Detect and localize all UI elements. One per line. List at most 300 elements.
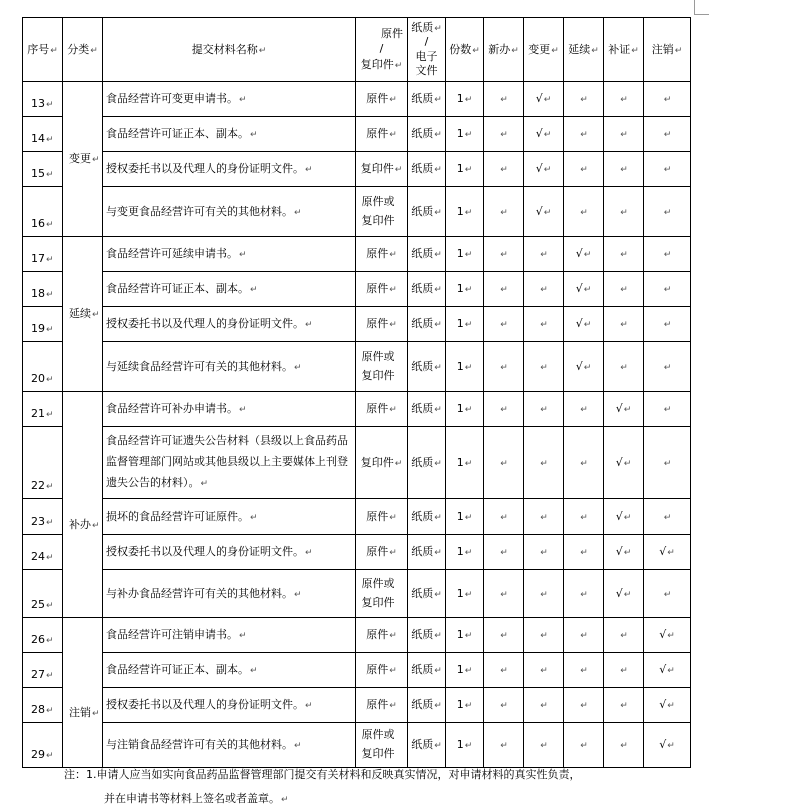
row-number xyxy=(23,427,63,499)
row-number-text: 26 xyxy=(31,633,45,647)
paragraph-mark: ↵ xyxy=(500,250,508,261)
paragraph-mark: ↵ xyxy=(294,207,302,218)
row-number-text: 20 xyxy=(31,372,45,386)
medium-text: 纸质 xyxy=(411,204,434,218)
check-cell-renew xyxy=(564,570,604,618)
paragraph-mark: ↵ xyxy=(620,666,628,677)
material-name xyxy=(103,618,356,653)
paragraph-mark: ↵ xyxy=(46,375,54,386)
material-name xyxy=(103,535,356,570)
check-cell-change xyxy=(524,342,564,392)
medium-text: 纸质 xyxy=(411,92,434,106)
check-cell-reissue xyxy=(604,392,644,427)
check-cell-reissue xyxy=(604,570,644,618)
paragraph-mark: ↵ xyxy=(540,250,548,261)
paragraph-mark: ↵ xyxy=(620,741,628,752)
check-cell-cancel xyxy=(644,427,691,499)
check-mark: √ xyxy=(615,586,623,600)
paragraph-mark: ↵ xyxy=(620,320,628,331)
paragraph-mark: ↵ xyxy=(434,320,442,331)
check-cell-renew xyxy=(564,117,604,152)
paragraph-mark: ↵ xyxy=(389,130,397,141)
form-cell xyxy=(356,152,408,187)
table-row xyxy=(23,117,691,152)
row-number-text: 14 xyxy=(31,132,45,146)
check-cell-change xyxy=(524,618,564,653)
paragraph-mark: ↵ xyxy=(464,741,473,752)
paragraph-mark: ↵ xyxy=(500,165,508,176)
check-cell-change xyxy=(524,187,564,237)
material-name-text: 损坏的食品经营许可证原件。 xyxy=(106,509,249,523)
row-number xyxy=(23,152,63,187)
table-row xyxy=(23,82,691,117)
paragraph-mark: ↵ xyxy=(389,320,397,331)
paragraph-mark: ↵ xyxy=(500,458,508,469)
check-cell-new xyxy=(484,82,524,117)
paragraph-mark: ↵ xyxy=(239,405,247,416)
category-cell xyxy=(63,392,103,618)
row-number-text: 28 xyxy=(31,703,45,717)
paragraph-mark: ↵ xyxy=(434,548,442,559)
paragraph-mark: ↵ xyxy=(294,362,302,373)
row-number-text: 22 xyxy=(31,479,45,493)
medium-cell xyxy=(408,535,446,570)
check-cell-reissue xyxy=(604,82,644,117)
medium-text: 纸质 xyxy=(411,509,434,523)
check-cell-reissue xyxy=(604,688,644,723)
check-cell-change xyxy=(524,307,564,342)
paragraph-mark: ↵ xyxy=(46,518,54,529)
row-number xyxy=(23,237,63,272)
paragraph-mark: ↵ xyxy=(464,95,473,106)
row-number xyxy=(23,307,63,342)
paragraph-mark: ↵ xyxy=(663,130,672,141)
paragraph-mark: ↵ xyxy=(239,631,247,642)
form-cell xyxy=(356,187,408,237)
medium-cell xyxy=(408,187,446,237)
check-cell-new xyxy=(484,237,524,272)
paragraph-mark: ↵ xyxy=(540,548,548,559)
paragraph-mark: ↵ xyxy=(623,458,632,469)
paragraph-mark: ↵ xyxy=(663,512,672,523)
paragraph-mark: ↵ xyxy=(464,165,473,176)
row-number-text: 19 xyxy=(31,322,45,336)
check-cell-renew xyxy=(564,187,604,237)
check-cell-renew xyxy=(564,723,604,768)
check-cell-renew xyxy=(564,272,604,307)
paragraph-mark: ↵ xyxy=(580,701,588,712)
row-number-text: 15 xyxy=(31,167,45,181)
check-cell-change xyxy=(524,653,564,688)
medium-cell xyxy=(408,427,446,499)
paragraph-mark: ↵ xyxy=(250,285,258,296)
check-cell-reissue xyxy=(604,723,644,768)
paragraph-mark: ↵ xyxy=(663,165,672,176)
paragraph-mark: ↵ xyxy=(389,512,397,523)
material-name-text: 与补办食品经营许可有关的其他材料。 xyxy=(106,586,293,600)
check-cell-reissue xyxy=(604,307,644,342)
paragraph-mark: ↵ xyxy=(540,631,548,642)
paragraph-mark: ↵ xyxy=(434,405,442,416)
form-cell xyxy=(356,653,408,688)
check-cell-change xyxy=(524,272,564,307)
row-number-text: 13 xyxy=(31,97,45,111)
paragraph-mark: ↵ xyxy=(663,589,672,600)
paragraph-mark: ↵ xyxy=(46,100,54,111)
form-cell xyxy=(356,618,408,653)
material-name-text: 食品经营许可证遗失公告材料（县级以上食品药品监督管理部门网站或其他县级以上主要媒体上刊登遗失公告的材料）。 xyxy=(106,434,348,489)
material-name-text: 授权委托书以及代理人的身份证明文件。 xyxy=(106,317,304,331)
paragraph-mark: ↵ xyxy=(667,666,675,677)
copies-text: 1 xyxy=(456,738,464,752)
medium-text: 纸质 xyxy=(411,628,434,642)
paragraph-mark: ↵ xyxy=(389,285,397,296)
copies-text: 1 xyxy=(456,455,464,469)
check-mark: √ xyxy=(659,628,667,642)
copies-text: 1 xyxy=(456,509,464,523)
paragraph-mark: ↵ xyxy=(389,666,397,677)
medium-text: 纸质 xyxy=(411,698,434,712)
paragraph-mark: ↵ xyxy=(663,250,672,261)
paragraph-mark: ↵ xyxy=(620,285,628,296)
row-number xyxy=(23,272,63,307)
paragraph-mark: ↵ xyxy=(620,631,628,642)
paragraph-mark: ↵ xyxy=(92,520,100,531)
check-cell-change xyxy=(524,427,564,499)
material-name xyxy=(103,688,356,723)
paragraph-mark: ↵ xyxy=(46,601,54,612)
copies-text: 1 xyxy=(456,162,464,176)
check-cell-reissue xyxy=(604,237,644,272)
check-cell-change xyxy=(524,499,564,535)
paragraph-mark: ↵ xyxy=(620,207,628,218)
row-number xyxy=(23,535,63,570)
row-number xyxy=(23,499,63,535)
paragraph-mark: ↵ xyxy=(434,207,442,218)
paragraph-mark: ↵ xyxy=(667,701,675,712)
paragraph-mark: ↵ xyxy=(540,666,548,677)
paragraph-mark: ↵ xyxy=(464,362,473,373)
category-label xyxy=(69,305,102,323)
check-cell-change xyxy=(524,392,564,427)
paragraph-mark: ↵ xyxy=(434,631,442,642)
paragraph-mark: ↵ xyxy=(305,548,313,559)
paragraph-mark: ↵ xyxy=(250,512,258,523)
copies-cell xyxy=(446,272,484,307)
paragraph-mark: ↵ xyxy=(500,285,508,296)
paragraph-mark: ↵ xyxy=(580,458,588,469)
check-cell-cancel xyxy=(644,82,691,117)
row-number xyxy=(23,117,63,152)
row-number-text: 17 xyxy=(31,252,45,266)
materials-table xyxy=(22,17,691,768)
check-cell-cancel xyxy=(644,307,691,342)
check-cell-new xyxy=(484,187,524,237)
paragraph-mark: ↵ xyxy=(540,741,548,752)
paragraph-mark: ↵ xyxy=(500,666,508,677)
check-cell-reissue xyxy=(604,499,644,535)
paragraph-mark: ↵ xyxy=(294,589,302,600)
medium-cell xyxy=(408,272,446,307)
medium-cell xyxy=(408,82,446,117)
category-cell xyxy=(63,237,103,392)
paragraph-mark: ↵ xyxy=(464,701,473,712)
paragraph-mark: ↵ xyxy=(464,631,473,642)
medium-text: 纸质 xyxy=(411,663,434,677)
header-form: 原件 / 复印件↵ xyxy=(356,18,408,82)
medium-cell xyxy=(408,152,446,187)
paragraph-mark: ↵ xyxy=(434,666,442,677)
footnote xyxy=(64,763,764,812)
medium-cell xyxy=(408,570,446,618)
paragraph-mark: ↵ xyxy=(580,405,588,416)
category-label xyxy=(69,704,102,722)
paragraph-mark: ↵ xyxy=(543,165,552,176)
paragraph-mark: ↵ xyxy=(540,362,548,373)
row-number-text: 23 xyxy=(31,515,45,529)
material-name-text: 食品经营许可变更申请书。 xyxy=(106,92,238,106)
copies-text: 1 xyxy=(456,586,464,600)
medium-cell xyxy=(408,618,446,653)
check-mark: √ xyxy=(615,402,623,416)
check-cell-renew xyxy=(564,152,604,187)
copies-cell xyxy=(446,723,484,768)
paragraph-mark: ↵ xyxy=(464,285,473,296)
material-name xyxy=(103,152,356,187)
material-name xyxy=(103,723,356,768)
medium-text: 纸质 xyxy=(411,359,434,373)
paragraph-mark: ↵ xyxy=(500,631,508,642)
paragraph-mark: ↵ xyxy=(500,320,508,331)
check-cell-new xyxy=(484,307,524,342)
medium-text: 纸质 xyxy=(411,545,434,559)
copies-text: 1 xyxy=(456,698,464,712)
material-name-text: 食品经营许可补办申请书。 xyxy=(106,402,238,416)
paragraph-mark: ↵ xyxy=(46,706,54,717)
copies-cell xyxy=(446,307,484,342)
medium-text: 纸质 xyxy=(411,247,434,261)
copies-cell xyxy=(446,152,484,187)
paragraph-mark: ↵ xyxy=(394,165,403,176)
check-cell-new xyxy=(484,342,524,392)
row-number xyxy=(23,570,63,618)
medium-cell xyxy=(408,237,446,272)
paragraph-mark: ↵ xyxy=(464,250,473,261)
paragraph-mark: ↵ xyxy=(620,130,628,141)
form-text-wrap xyxy=(362,575,402,612)
check-cell-new xyxy=(484,499,524,535)
check-cell-renew xyxy=(564,535,604,570)
form-cell xyxy=(356,392,408,427)
paragraph-mark: ↵ xyxy=(250,130,258,141)
paragraph-mark: ↵ xyxy=(663,362,672,373)
paragraph-mark: ↵ xyxy=(389,631,397,642)
form-cell xyxy=(356,570,408,618)
check-mark: √ xyxy=(615,545,623,559)
medium-text: 纸质 xyxy=(411,455,434,469)
paragraph-mark: ↵ xyxy=(434,95,442,106)
check-cell-renew xyxy=(564,427,604,499)
form-text: 原件 xyxy=(366,698,389,712)
copies-cell xyxy=(446,535,484,570)
row-number-text: 18 xyxy=(31,287,45,301)
copies-cell xyxy=(446,570,484,618)
paragraph-mark: ↵ xyxy=(540,701,548,712)
check-cell-new xyxy=(484,618,524,653)
paragraph-mark: ↵ xyxy=(46,170,54,181)
paragraph-mark: ↵ xyxy=(46,325,54,336)
paragraph-mark: ↵ xyxy=(580,548,588,559)
row-number xyxy=(23,618,63,653)
paragraph-mark: ↵ xyxy=(389,95,397,106)
paragraph-mark: ↵ xyxy=(663,95,672,106)
copies-text: 1 xyxy=(456,127,464,141)
check-mark: √ xyxy=(575,247,583,261)
paragraph-mark: ↵ xyxy=(250,666,258,677)
paragraph-mark: ↵ xyxy=(540,589,548,600)
material-name xyxy=(103,427,356,499)
check-cell-new xyxy=(484,653,524,688)
check-cell-change xyxy=(524,723,564,768)
form-cell xyxy=(356,499,408,535)
paragraph-mark: ↵ xyxy=(663,458,672,469)
check-mark: √ xyxy=(535,204,543,218)
table-row xyxy=(23,307,691,342)
row-number xyxy=(23,342,63,392)
check-cell-change xyxy=(524,237,564,272)
medium-text: 纸质 xyxy=(411,127,434,141)
form-cell xyxy=(356,272,408,307)
paragraph-mark: ↵ xyxy=(620,362,628,373)
check-cell-reissue xyxy=(604,187,644,237)
row-number-text: 24 xyxy=(31,550,45,564)
header-category: 分类↵ xyxy=(63,18,103,82)
paragraph-mark: ↵ xyxy=(500,405,508,416)
check-cell-change xyxy=(524,82,564,117)
paragraph-mark: ↵ xyxy=(543,95,552,106)
row-number xyxy=(23,723,63,768)
paragraph-mark: ↵ xyxy=(46,135,54,146)
material-name xyxy=(103,307,356,342)
paragraph-mark: ↵ xyxy=(663,285,672,296)
footnote-line-2: 并在申请书等材料上签名或者盖章。↵ xyxy=(104,792,289,805)
paragraph-mark: ↵ xyxy=(46,671,54,682)
copies-cell xyxy=(446,342,484,392)
copies-text: 1 xyxy=(456,317,464,331)
paragraph-mark: ↵ xyxy=(583,362,592,373)
check-cell-renew xyxy=(564,653,604,688)
check-cell-reissue xyxy=(604,427,644,499)
medium-cell xyxy=(408,307,446,342)
paragraph-mark: ↵ xyxy=(389,548,397,559)
row-number-text: 25 xyxy=(31,598,45,612)
paragraph-mark: ↵ xyxy=(583,285,592,296)
copies-text: 1 xyxy=(456,402,464,416)
form-cell xyxy=(356,688,408,723)
check-cell-change xyxy=(524,535,564,570)
check-cell-new xyxy=(484,535,524,570)
check-cell-new xyxy=(484,688,524,723)
check-mark: √ xyxy=(575,359,583,373)
check-cell-new xyxy=(484,117,524,152)
paragraph-mark: ↵ xyxy=(92,310,100,321)
header-name: 提交材料名称↵ xyxy=(103,18,356,82)
check-cell-cancel xyxy=(644,152,691,187)
paragraph-mark: ↵ xyxy=(434,512,442,523)
copies-cell xyxy=(446,618,484,653)
check-cell-cancel xyxy=(644,237,691,272)
header-renew: 延续↵ xyxy=(564,18,604,82)
row-number-text: 21 xyxy=(31,407,45,421)
paragraph-mark: ↵ xyxy=(580,95,588,106)
paragraph-mark: ↵ xyxy=(667,548,675,559)
header-medium: 纸质↵ / 电子 文件 xyxy=(408,18,446,82)
paragraph-mark: ↵ xyxy=(434,250,442,261)
paragraph-mark: ↵ xyxy=(623,405,632,416)
paragraph-mark: ↵ xyxy=(667,631,675,642)
paragraph-mark: ↵ xyxy=(464,130,473,141)
form-cell xyxy=(356,237,408,272)
paragraph-mark: ↵ xyxy=(394,458,403,469)
form-text: 原件 xyxy=(366,545,389,559)
table-row xyxy=(23,688,691,723)
paragraph-mark: ↵ xyxy=(500,512,508,523)
copies-text: 1 xyxy=(456,628,464,642)
medium-text: 纸质 xyxy=(411,162,434,176)
paragraph-mark: ↵ xyxy=(667,741,675,752)
medium-text: 纸质 xyxy=(411,402,434,416)
check-mark: √ xyxy=(659,698,667,712)
copies-text: 1 xyxy=(456,92,464,106)
paragraph-mark: ↵ xyxy=(464,207,473,218)
paragraph-mark: ↵ xyxy=(464,320,473,331)
form-text: 原件 xyxy=(366,92,389,106)
copies-cell xyxy=(446,187,484,237)
form-text: 原件 xyxy=(366,282,389,296)
paragraph-mark: ↵ xyxy=(464,548,473,559)
table-row xyxy=(23,392,691,427)
medium-cell xyxy=(408,653,446,688)
material-name xyxy=(103,272,356,307)
table-row xyxy=(23,499,691,535)
check-cell-new xyxy=(484,570,524,618)
paragraph-mark: ↵ xyxy=(540,512,548,523)
paragraph-mark: ↵ xyxy=(46,482,54,493)
paragraph-mark: ↵ xyxy=(434,589,442,600)
check-cell-renew xyxy=(564,688,604,723)
check-cell-new xyxy=(484,427,524,499)
category-label xyxy=(69,516,102,534)
check-cell-cancel xyxy=(644,653,691,688)
form-cell xyxy=(356,82,408,117)
paragraph-mark: ↵ xyxy=(200,478,209,489)
paragraph-mark: ↵ xyxy=(305,165,313,176)
paragraph-mark: ↵ xyxy=(389,701,397,712)
page-corner-mark xyxy=(694,0,709,15)
medium-cell xyxy=(408,499,446,535)
copies-cell xyxy=(446,117,484,152)
form-cell xyxy=(356,723,408,768)
material-name-text: 食品经营许可延续申请书。 xyxy=(106,247,238,261)
copies-text: 1 xyxy=(456,359,464,373)
form-text: 原件或复印件 xyxy=(361,194,395,227)
check-cell-renew xyxy=(564,82,604,117)
medium-cell xyxy=(408,723,446,768)
check-cell-reissue xyxy=(604,618,644,653)
paragraph-mark: ↵ xyxy=(580,165,588,176)
check-cell-renew xyxy=(564,392,604,427)
medium-text: 纸质 xyxy=(411,317,434,331)
